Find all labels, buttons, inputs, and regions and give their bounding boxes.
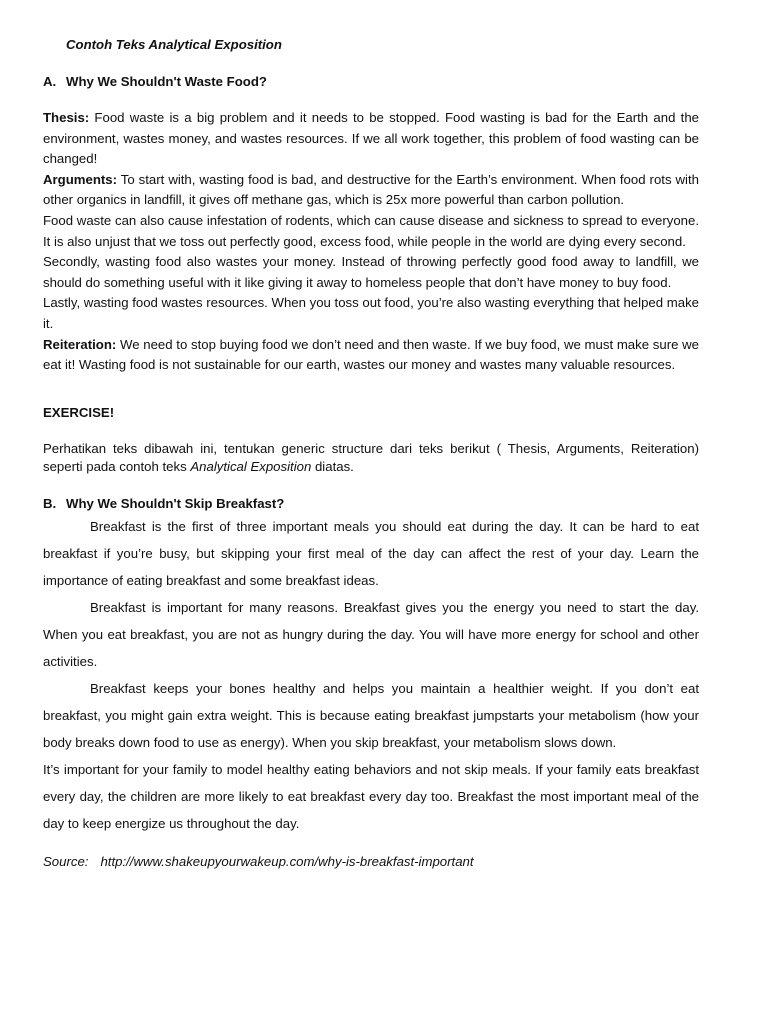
exercise-heading: EXERCISE!	[43, 404, 115, 420]
thesis-paragraph	[43, 108, 699, 170]
breakfast-paragraph-1: Breakfast is the first of three important meals you should eat during the day. It can be hard to eat breakfast if you’re busy, but skipping your first meal of the day can affect the rest of your day. Learn the importance of eating breakfast and some breakfast ideas.	[43, 518, 699, 588]
section-b-body	[43, 513, 699, 837]
reiteration-paragraph	[43, 335, 699, 376]
source-label: Source:	[43, 853, 89, 869]
breakfast-paragraph-3: Breakfast keeps your bones healthy and helps you maintain a healthier weight. If you don’t eat breakfast, you might gain extra weight. This is because eating breakfast jumpstarts your metabolism (how your body breaks down food to use as energy). When you skip breakfast, your metabolism slows down.	[43, 680, 699, 750]
source-url: http://www.shakeupyourwakeup.com/why-is-breakfast-important	[100, 853, 474, 869]
reiteration-text: We need to stop buying food we don’t need and then waste. If we buy food, we must make sure we eat it! Wasting food is not sustainable for our earth, wastes our money and wastes many valuable resources.	[43, 336, 699, 373]
breakfast-paragraph-2: Breakfast is important for many reasons. Breakfast gives you the energy you need to start the day. When you eat breakfast, you are not as hungry during the day. You will have more energy for school and other activities.	[43, 599, 699, 669]
breakfast-paragraph-4: It’s important for your family to model healthy eating behaviors and not skip meals. If your family eats breakfast every day, the children are more likely to eat breakfast every day too. Breakfast the most important meal of the day to keep energize us throughout the day.	[43, 761, 699, 831]
thesis-label: Thesis:	[43, 110, 90, 125]
arguments-text: To start with, wasting food is bad, and destructive for the Earth’s environment. When food rots with other organics in landfill, it gives off methane gas, which is 25x more powerful than carbon pollution.	[43, 171, 699, 208]
argument-paragraph-4: Lastly, wasting food wastes resources. When you toss out food, you’re also wasting everything that helped make it.	[43, 295, 699, 331]
document-title: Contoh Teks Analytical Exposition	[66, 37, 282, 52]
thesis-text: Food waste is a big problem and it needs to be stopped. Food wasting is bad for the Earth and the environment, wastes money, and wastes resources. If we all work together, this problem of food wasting can be changed!	[43, 110, 699, 167]
arguments-label: Arguments:	[43, 171, 117, 187]
section-b-letter: B.	[43, 495, 57, 511]
exercise-text-before: Perhatikan teks dibawah ini, tentukan generic structure dari teks berikut ( Thesis, Arguments, Reiteration) seperti pada contoh teks	[43, 440, 699, 475]
argument-paragraph-3: Secondly, wasting food also wastes your money. Instead of throwing perfectly good food away to landfill, we should do something useful with it like giving it away to homeless people that don’t have money to buy food.	[43, 254, 699, 290]
argument-paragraph-2: Food waste can also cause infestation of rodents, which can cause disease and sickness to spread to everyone. It is also unjust that we toss out perfectly good, excess food, while people in the world are dying every second.	[43, 212, 699, 249]
source-line	[43, 853, 699, 871]
exercise-text-after: diatas.	[311, 459, 354, 475]
document-page	[43, 36, 699, 884]
exercise-text-italic: Analytical Exposition	[190, 459, 312, 475]
section-a-heading	[43, 73, 699, 91]
section-b-heading	[43, 495, 699, 513]
section-b-heading-text: Why We Shouldn't Skip Breakfast?	[66, 495, 285, 511]
section-a-letter: A.	[43, 74, 57, 89]
arguments-paragraph	[43, 170, 699, 211]
section-a-body	[43, 108, 699, 376]
reiteration-label: Reiteration:	[43, 336, 117, 352]
section-a-heading-text: Why We Shouldn't Waste Food?	[66, 74, 267, 89]
exercise-instructions	[43, 440, 699, 477]
